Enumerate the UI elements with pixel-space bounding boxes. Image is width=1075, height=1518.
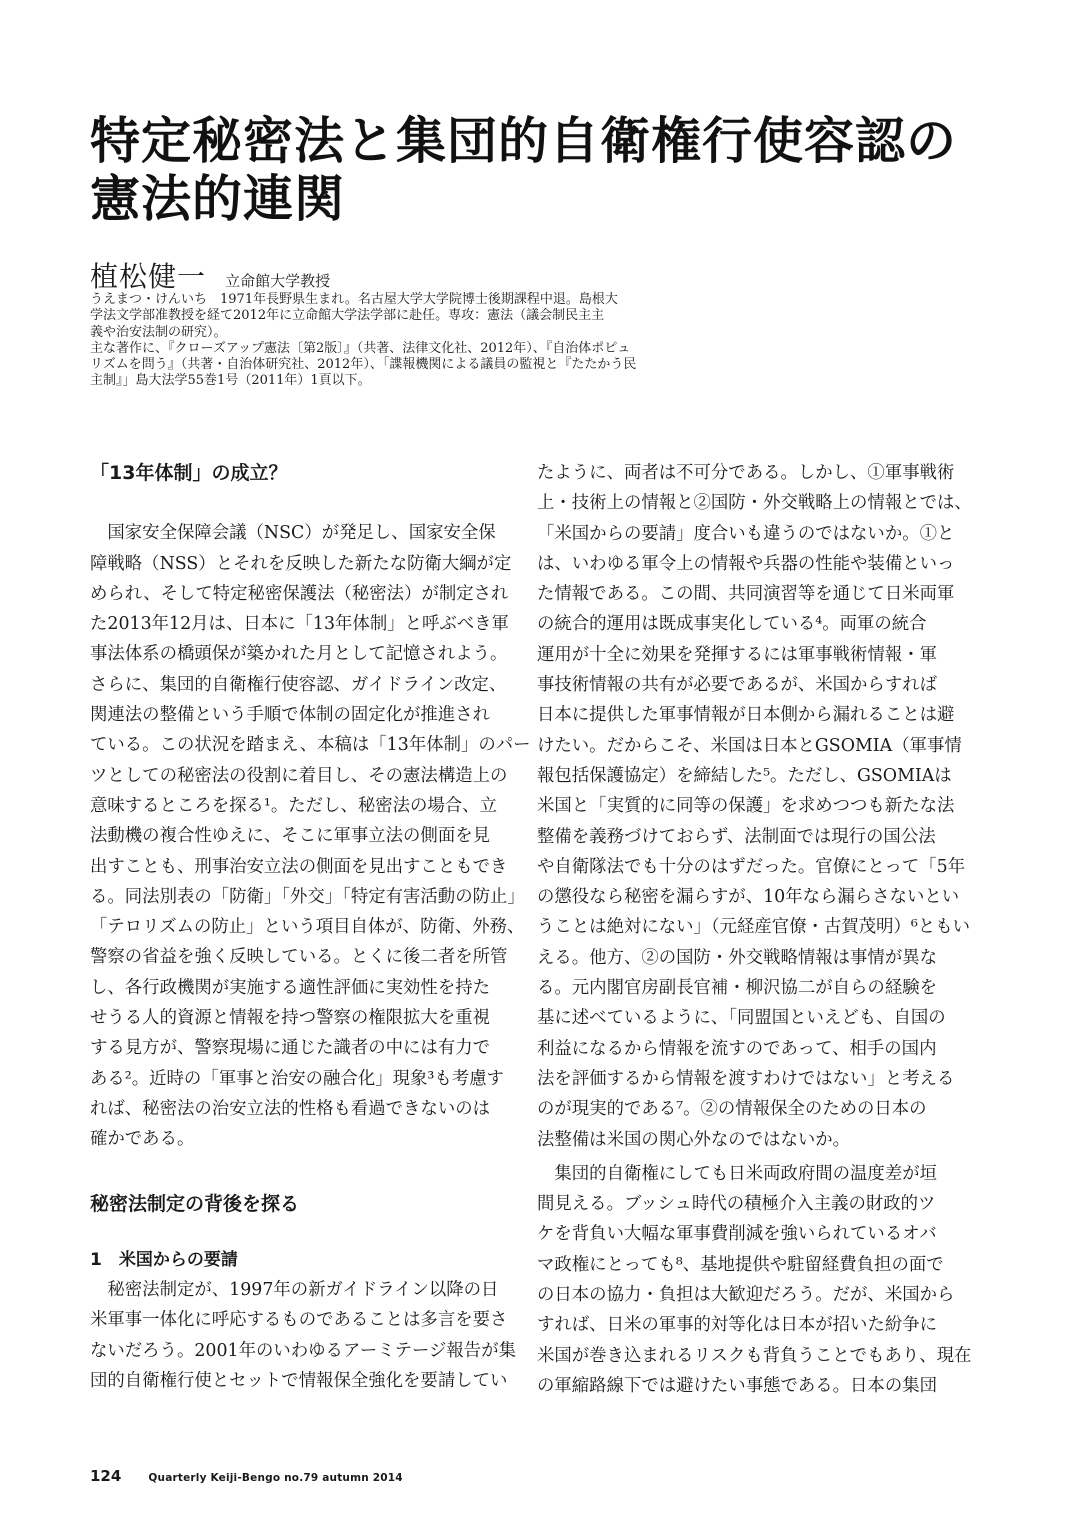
text-line: 報包括保護協定）を締結した⁵。ただし、GSOMIAは — [537, 765, 952, 786]
text-line: の日本の協力・負担は大歓迎だろう。だが、米国から — [537, 1285, 955, 1306]
text-line: 団的自衛権行使とセットで情報保全強化を要請してい — [90, 1371, 508, 1392]
spacer — [90, 488, 510, 518]
text-line: ないだろう。2001年のいわゆるアーミテージ報告が集 — [90, 1340, 516, 1361]
author-name: 植松健一 — [90, 260, 207, 293]
text-line: 基に述べているように、「同盟国といえども、自国の — [537, 1008, 946, 1029]
bio-line: 主な著作に、『クローズアップ憲法〔第2版〕』（共著、法律文化社、2012年）、『自治体ポピュ — [90, 340, 631, 356]
text-line: れば、秘密法の治安立法的性格も看過できないのは — [90, 1098, 490, 1119]
text-line: 米国が巻き込まれるリスクも背負うことでもあり、現在 — [537, 1345, 972, 1366]
text-line: し、各行政機関が実施する適性評価に実効性を持た — [90, 977, 490, 998]
text-line: せうる人的資源と情報を持つ警察の権限拡大を重視 — [90, 1008, 490, 1029]
text-line: る。元内閣官房副長官補・柳沢協二が自らの経験を — [537, 978, 937, 999]
text-line: や自衛隊法でも十分のはずだった。官僚にとって「5年 — [537, 856, 966, 877]
spacer — [90, 1155, 510, 1189]
bio-line: 学法文学部准教授を経て2012年に立命館大学法学部に赴任。専攻：憲法（議会制民主主 — [90, 308, 605, 324]
text-line: 意味するところを探る¹。ただし、秘密法の場合、立 — [90, 795, 497, 816]
right-column — [537, 458, 972, 1401]
text-line: 法整備は米国の関心外なのではないか。 — [537, 1129, 851, 1150]
text-line: 日本に提供した軍事情報が日本側から漏れることは避 — [537, 705, 955, 726]
paragraph — [537, 1159, 972, 1401]
text-line: うことは絶対にない」（元経産官僚・古賀茂明）⁶ともい — [537, 917, 971, 938]
section-heading: 秘密法制定の背後を探る — [90, 1192, 300, 1215]
subsection-heading: 1 米国からの要請 — [90, 1249, 238, 1270]
text-line: 「テロリズムの防止」という項目自体が、防衛、外務、 — [90, 917, 525, 938]
text-line: すれば、日米の軍事的対等化は日本が招いた紛争に — [537, 1315, 937, 1336]
text-line: 警察の省益を強く反映している。とくに後二者を所管 — [90, 947, 508, 968]
text-line: 「米国からの要請」度合いも違うのではないか。①と — [537, 523, 955, 544]
paragraph — [90, 518, 531, 1154]
text-line: さらに、集団的自衛権行使容認、ガイドライン改定、 — [90, 674, 507, 695]
text-line: 運用が十全に効果を発揮するには軍事戦術情報・軍 — [537, 644, 937, 665]
page-number: 124 — [90, 1467, 122, 1485]
text-line: する見方が、警察現場に通じた識者の中には有力で — [90, 1038, 490, 1059]
author-bio — [90, 292, 670, 390]
article-title — [90, 112, 1010, 228]
text-line: マ政権にとっても⁸、基地提供や駐留経費負担の面で — [537, 1254, 944, 1275]
text-line: える。他方、②の国防・外交戦略情報は事情が異な — [537, 947, 937, 968]
text-line: 事法体系の橋頭保が築かれた月として記憶されよう。 — [90, 644, 508, 665]
text-line: 法を評価するから情報を渡すわけではない」と考える — [537, 1068, 955, 1089]
text-line: た情報である。この間、共同演習等を通じて日米両軍 — [537, 584, 955, 605]
text-line: 事技術情報の共有が必要であるが、米国からすれば — [537, 675, 937, 696]
text-line: ている。この状況を踏まえ、本稿は「13年体制」のパー — [90, 735, 531, 756]
text-line: けたい。だからこそ、米国は日本とGSOMIA（軍事情 — [537, 735, 962, 756]
text-line: 障戦略（NSS）とそれを反映した新たな防衛大綱が定 — [90, 553, 512, 574]
bio-line: 主制』」島大法学55巻1号（2011年）1頁以下。 — [90, 373, 371, 389]
text-line: ある²。近時の「軍事と治安の融合化」現象³も考慮す — [90, 1068, 504, 1089]
text-line: は、いわゆる軍令上の情報や兵器の性能や装備といっ — [537, 553, 955, 574]
text-line: のが現実的である⁷。②の情報保全のための日本の — [537, 1099, 927, 1120]
paragraph — [537, 458, 972, 1155]
text-line: 出すことも、刑事治安立法の側面を見出すこともでき — [90, 856, 508, 877]
text-line: の軍縮路線下では避けたい事態である。日本の集団 — [537, 1375, 937, 1396]
text-line: の懲役なら秘密を漏らすが、10年なら漏らさないとい — [537, 887, 960, 908]
title-line: 憲法的連関 — [90, 170, 345, 228]
text-line: 上・技術上の情報と②国防・外交戦略上の情報とでは、 — [537, 493, 972, 514]
text-line: たように、両者は不可分である。しかし、①軍事戦術 — [537, 463, 955, 483]
text-line: 利益になるから情報を流すのであって、相手の国内 — [537, 1038, 937, 1059]
journal-name: Quarterly Keiji-Bengo no.79 autumn 2014 — [148, 1472, 403, 1484]
text-line: 米国と「実質的に同等の保護」を求めつつも新たな法 — [537, 796, 955, 817]
text-line: の統合的運用は既成事実化している⁴。両軍の統合 — [537, 614, 927, 635]
text-line: められ、そして特定秘密保護法（秘密法）が制定され — [90, 583, 509, 604]
section-heading: 「13年体制」の成立？ — [90, 462, 288, 484]
text-line: た2013年12月は、日本に「13年体制」と呼ぶべき軍 — [90, 614, 509, 635]
left-column — [90, 458, 531, 1396]
text-line: 米軍事一体化に呼応するものであることは多言を要さ — [90, 1310, 508, 1331]
paragraph — [90, 1275, 516, 1396]
text-line: 確かである。 — [90, 1129, 195, 1150]
text-line: 整備を義務づけておらず、法制面では現行の国公法 — [537, 826, 936, 847]
bio-line: うえまつ・けんいち 1971年長野県生まれ。名古屋大学大学院博士後期課程中退。島根大 — [90, 292, 618, 307]
text-line: 国家安全保障会議（NSC）が発足し、国家安全保 — [90, 523, 496, 544]
text-line: 秘密法制定が、1997年の新ガイドライン以降の日 — [90, 1280, 499, 1301]
bio-line: 義や治安法制の研究）。 — [90, 324, 227, 340]
spacer — [90, 1219, 510, 1245]
text-line: ツとしての秘密法の役割に着目し、その憲法構造上の — [90, 765, 508, 786]
text-line: 間見える。ブッシュ時代の積極介入主義の財政的ツ — [537, 1194, 936, 1215]
text-line: 集団的自衛権にしても日米両政府間の温度差が垣 — [537, 1163, 937, 1184]
text-line: 法動機の複合性ゆえに、そこに軍事立法の側面を見 — [90, 826, 490, 847]
author-row — [90, 255, 330, 295]
text-line: 関連法の整備という手順で体制の固定化が推進され — [90, 705, 490, 726]
title-line: 特定秘密法と集団的自衛権行使容認の — [90, 112, 957, 170]
text-line: ケを背負い大幅な軍事費削減を強いられているオバ — [537, 1224, 937, 1245]
text-line: る。同法別表の「防衛」「外交」「特定有害活動の防止」 — [90, 886, 525, 907]
page-footer — [90, 1466, 403, 1485]
bio-line: リズムを問う』（共著・自治体研究社、2012年）、「諜報機関による議員の監視と『たたかう民 — [90, 357, 637, 373]
author-affiliation: 立命館大学教授 — [225, 272, 331, 290]
